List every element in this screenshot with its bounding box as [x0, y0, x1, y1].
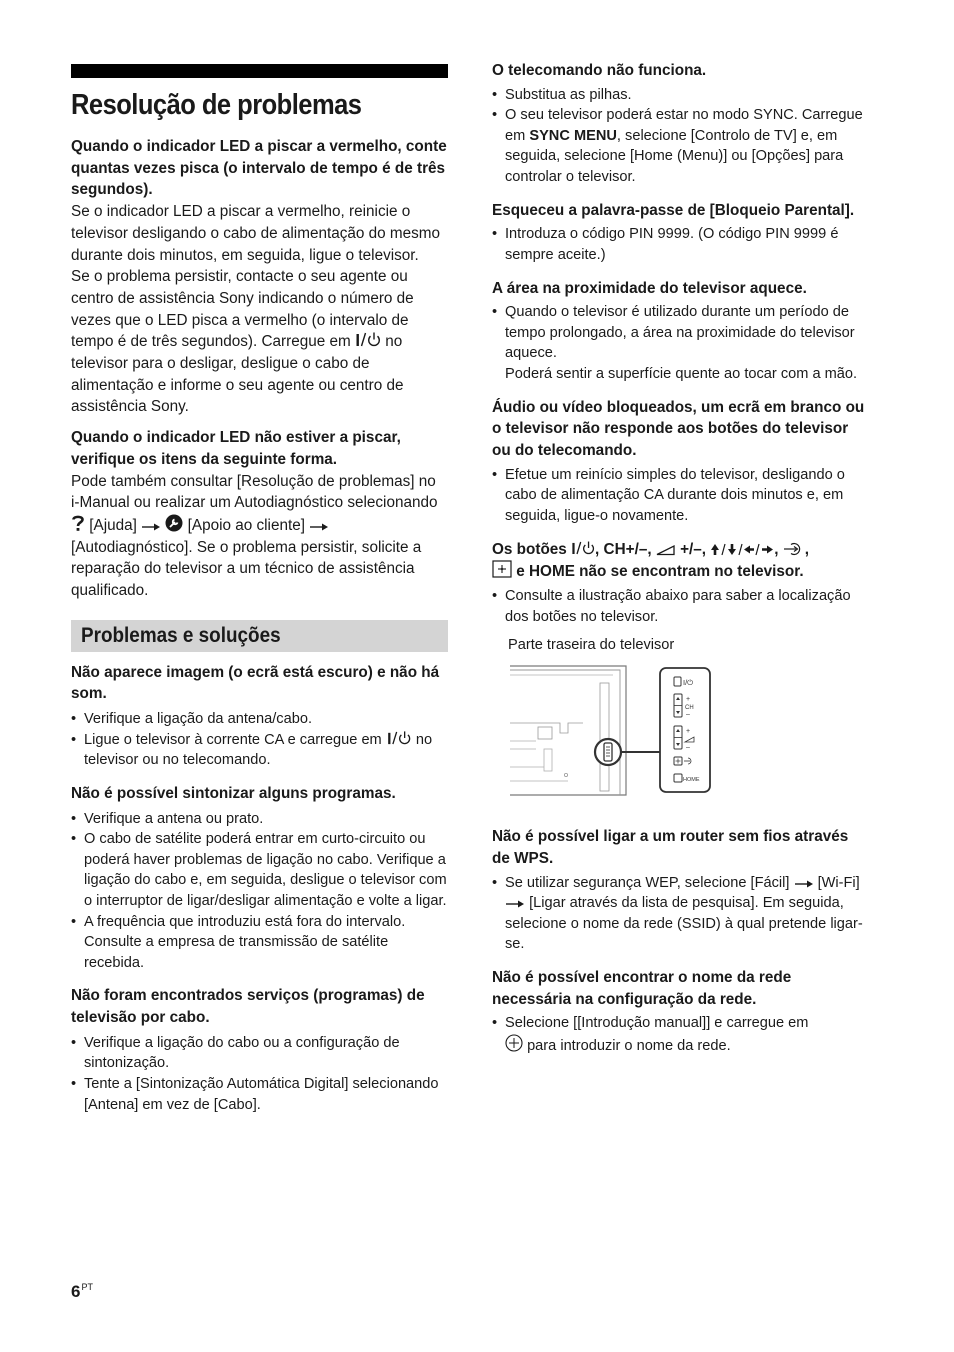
- question-buttons-location: Os botões , CH+/–, +/–, , , e HOME não se encontram no televisor.: [492, 540, 810, 581]
- svg-text:+: +: [686, 728, 691, 736]
- tv-rear-illustration: [508, 663, 718, 799]
- question-remote: O telecomando não funciona.: [492, 62, 707, 79]
- question-wps: Não é possível ligar a um router sem fios através de WPS.: [492, 828, 849, 867]
- list-item: • O cabo de satélite poderá entrar em curto-circuito ou poderá haver problemas de ligação no cabo. Verifique a ligação do cabo e, em seguida, desligue o televisor com o interruptor de ligar/desligar alimentação e volte a ligar.: [71, 829, 448, 911]
- intro-paragraph-2: Se o problema persistir, contacte o seu agente ou centro de assistência Sony indicando o número de vezes que o LED pisca a vermelho (o intervalo de tempo é de três segundos). Carregue em no televisor para o desligar, desligue o cabo de alimentação e informe o seu agente ou centro de assistência Sony.: [71, 268, 414, 416]
- right-arrow-icon: [794, 879, 814, 889]
- wrench-support-icon: [165, 514, 183, 532]
- power-toggle-icon: [386, 730, 412, 746]
- intro-paragraph-1: Se o indicador LED a piscar a vermelho, reinicie o televisor desligando o cabo de alimentação do mesmo durante dois minutos, em seguida, ligue o televisor.: [71, 203, 441, 264]
- figure-caption: Parte traseira do televisor: [508, 637, 675, 654]
- right-arrow-icon: [309, 522, 329, 532]
- question-cable-services: Não foram encontrados serviços (programas) de televisão por cabo.: [71, 987, 425, 1027]
- page-title: Resolução de problemas: [71, 89, 362, 121]
- intro-heading-1: Quando o indicador LED a piscar a vermelho, conte quantas vezes pisca (o intervalo de tempo é de três segundos).: [71, 138, 447, 199]
- help-question-icon: [71, 514, 85, 532]
- power-toggle-icon: [355, 331, 381, 348]
- title-rule: [71, 64, 448, 78]
- intro-heading-2: Quando o indicador LED não estiver a piscar, verifique os itens da seguinte forma.: [71, 429, 401, 468]
- answers-wps: [492, 873, 870, 955]
- list-item: • Verifique a ligação da antena/cabo.: [71, 709, 448, 730]
- section-title: Problemas e soluções: [81, 623, 281, 647]
- answers-parental-lock: [492, 224, 870, 265]
- question-frozen: Áudio ou vídeo bloqueados, um ecrã em branco ou o televisor não responde aos botões do televisor ou do telecomando.: [492, 398, 865, 460]
- left-column: [71, 60, 448, 1115]
- question-no-picture: Não aparece imagem (o ecrã está escuro) e não há som.: [71, 663, 440, 703]
- list-item: • Ligue o televisor à corrente CA e carregue em no televisor ou no telecomando.: [71, 730, 448, 771]
- page-number: $6^{PT}$: [71, 1282, 93, 1301]
- svg-text:+: +: [686, 696, 691, 704]
- right-column: [492, 60, 870, 1057]
- list-item: • Efetue um reinício simples do televisor, desligando o cabo de alimentação CA durante dois minutos e, em seguida, ligue-o novamente.: [492, 465, 870, 527]
- list-item: • Introduza o código PIN 9999. (O código PIN 9999 é sempre aceite.): [492, 224, 870, 265]
- page-language: PT: [81, 1282, 93, 1292]
- answers-buttons-location: [492, 586, 870, 627]
- list-item: • Substitua as pilhas.: [492, 85, 870, 106]
- question-heat: A área na proximidade do televisor aquece.: [492, 279, 807, 297]
- svg-text:–: –: [686, 711, 690, 719]
- svg-text:–: –: [686, 744, 690, 752]
- list-item: • Consulte a ilustração abaixo para saber a localização dos botões no televisor.: [492, 586, 870, 627]
- answers-network-name: [492, 1013, 870, 1056]
- right-arrow-icon: [505, 899, 525, 909]
- question-parental-lock: Esqueceu a palavra-passe de [Bloqueio Parental].: [492, 201, 855, 219]
- input-source-icon: [783, 542, 805, 556]
- answers-tuning: [71, 809, 448, 974]
- volume-wedge-icon: [656, 544, 676, 556]
- intro-paragraph-3: Pode também consultar [Resolução de problemas] no i-Manual ou realizar um Autodiagnóstico selecionando [Ajuda] [Apoio ao cliente] [Autodiagnóstico]. Se o problema persistir, solicite a reparação do televisor a um técnico de assistência qualificado.: [71, 472, 438, 600]
- answers-frozen: [492, 465, 870, 527]
- home-label: HOME: [683, 777, 700, 784]
- ch-label: CH: [685, 705, 694, 712]
- section-header: [71, 620, 448, 652]
- power-toggle-icon: [571, 540, 595, 556]
- enter-button-icon: [492, 560, 512, 578]
- list-item: • Selecione [[Introdução manual]] e carregue em para introduzir o nome da rede.: [492, 1013, 870, 1056]
- list-item: • Verifique a ligação do cabo ou a configuração de sintonização.: [71, 1033, 448, 1074]
- enter-button-icon: [505, 1034, 523, 1052]
- answers-heat: [492, 302, 870, 384]
- list-item: • Quando o televisor é utilizado durante um período de tempo prolongado, a área na proximidade do televisor aquece. Poderá sentir a superfície quente ao tocar com a mão.: [492, 302, 870, 384]
- answers-cable-services: [71, 1033, 448, 1115]
- answers-no-picture: [71, 709, 448, 771]
- right-arrow-icon: [141, 522, 161, 532]
- question-network-name: Não é possível encontrar o nome da rede necessária na configuração da rede.: [492, 968, 792, 1008]
- list-item: • Verifique a antena ou prato.: [71, 809, 448, 830]
- list-item: • A frequência que introduziu está fora do intervalo. Consulte a empresa de transmissão de satélite recebida.: [71, 912, 448, 974]
- list-item: • O seu televisor poderá estar no modo SYNC. Carregue em SYNC MENU, selecione [Controlo de TV] e, em seguida, selecione [Home (Menu)] ou [Opções] para controlar o televisor.: [492, 105, 870, 187]
- list-item: • Se utilizar segurança WEP, selecione [Fácil] [Wi-Fi] [Ligar através da lista de pesquisa]. Em seguida, selecione o nome da rede (SSID) à qual pretende ligar-se.: [492, 873, 870, 955]
- question-tuning: Não é possível sintonizar alguns programas.: [71, 784, 396, 802]
- svg-text:I/⏻: I/⏻: [683, 678, 694, 688]
- answers-remote: [492, 85, 870, 188]
- four-direction-arrows-icon: [710, 543, 774, 556]
- list-item: • Tente a [Sintonização Automática Digital] selecionando [Antena] em vez de [Cabo].: [71, 1074, 448, 1115]
